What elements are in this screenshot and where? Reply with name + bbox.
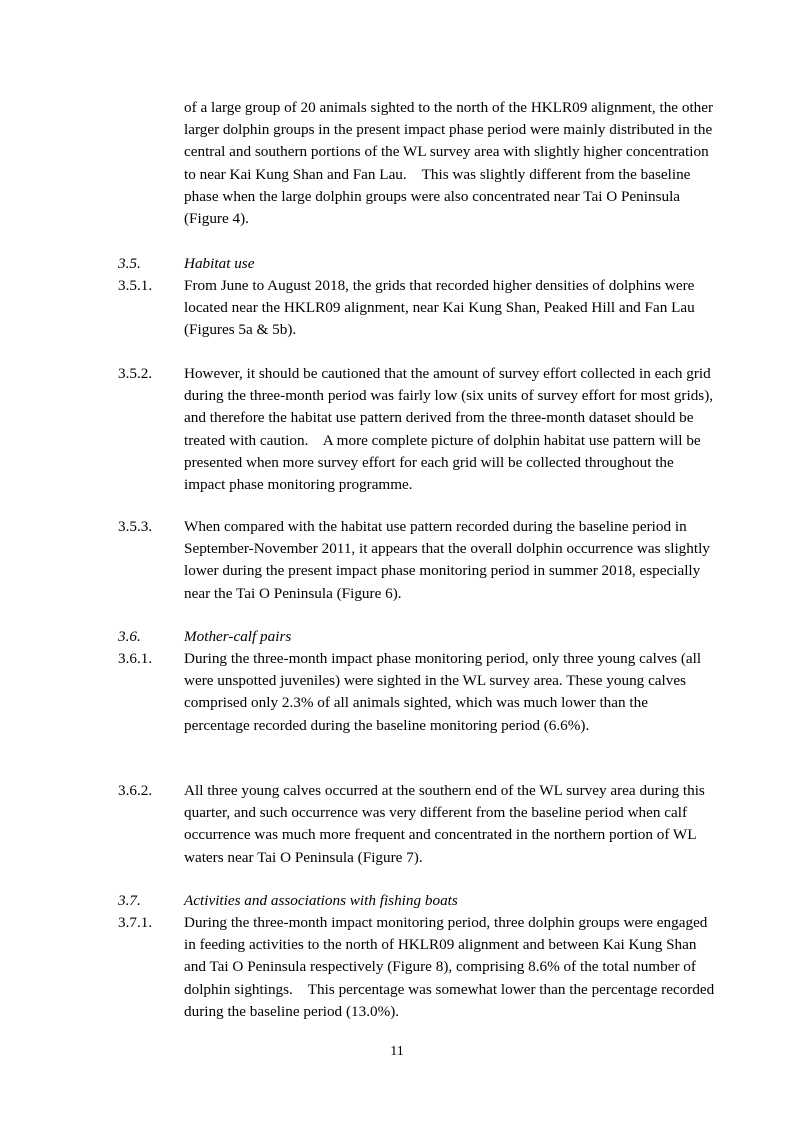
paragraph-number: 3.5.3. [118, 518, 153, 535]
paragraph-text: During the three-month impact phase monitoring period, only three young calves (all were unspotted juveniles) were sighted in the WL survey area. These young calves comprised only 2.3% of all animals sighted, which was much lower than the percentage recorded during the baseline monitoring period (6.6%). [184, 650, 702, 734]
paragraph-number: 3.5.1. [118, 277, 153, 294]
paragraph-text: However, it should be cautioned that the amount of survey effort collected in each grid during the three-month period was fairly low (six units of survey effort for most grids), and therefore the habitat use pattern derived from the three-month dataset should be treated with caution. A more complete picture of dolphin habitat use pattern will be presented when more survey effort for each grid will be collected throughout the impact phase monitoring programme. [184, 365, 714, 494]
section-number: 3.7. [118, 892, 141, 909]
paragraph-number: 3.5.2. [118, 365, 153, 382]
paragraph-text: When compared with the habitat use pattern recorded during the baseline period in September-November 2011, it appears that the overall dolphin occurrence was slightly lower during the present impact phase monitoring period in summer 2018, especially near the Tai O Peninsula (Figure 6). [184, 518, 710, 602]
section-number: 3.6. [118, 628, 141, 645]
paragraph-3-5-1 [118, 275, 718, 342]
section-heading-3-6 [118, 626, 718, 648]
paragraph-3-6-2 [118, 780, 718, 869]
paragraph-number: 3.6.1. [118, 650, 153, 667]
section-number: 3.5. [118, 255, 141, 272]
paragraph-text: During the three-month impact monitoring period, three dolphin groups were engaged in feeding activities to the north of HKLR09 alignment and between Kai Kung Shan and Tai O Peninsula respectively (Figure 8), comprising 8.6% of the total number of dolphin sightings. This percentage was somewhat lower than the percentage recorded during the baseline period (13.0%). [184, 914, 715, 1020]
paragraph-text: All three young calves occurred at the southern end of the WL survey area during this quarter, and such occurrence was very different from the baseline period when calf occurrence was much more frequent and concentrated in the northern portion of WL waters near Tai O Peninsula (Figure 7). [184, 782, 705, 866]
paragraph-3-6-1 [118, 648, 718, 737]
continuation-paragraph [118, 97, 718, 230]
section-heading-3-7 [118, 890, 718, 912]
paragraph-text: From June to August 2018, the grids that recorded higher densities of dolphins were located near the HKLR09 alignment, near Kai Kung Shan, Peaked Hill and Fan Lau (Figures 5a & 5b). [184, 277, 695, 339]
paragraph-text: of a large group of 20 animals sighted to the north of the HKLR09 alignment, the other larger dolphin groups in the present impact phase period were mainly distributed in the central and southern portions of the WL survey area with slightly higher concentration to near Kai Kung Shan and Fan Lau. This was slightly different from the baseline phase when the large dolphin groups were also concentrated near Tai O Peninsula (Figure 4). [184, 99, 714, 228]
paragraph-number: 3.6.2. [118, 782, 153, 799]
page-number: 11 [390, 1044, 404, 1059]
paragraph-3-7-1 [118, 912, 718, 1023]
paragraph-number: 3.7.1. [118, 914, 153, 931]
section-heading-3-5 [118, 253, 718, 275]
section-title: Activities and associations with fishing boats [184, 892, 458, 909]
section-title: Mother-calf pairs [184, 628, 292, 645]
section-title: Habitat use [184, 255, 255, 272]
paragraph-3-5-2 [118, 363, 718, 496]
paragraph-3-5-3 [118, 516, 718, 605]
